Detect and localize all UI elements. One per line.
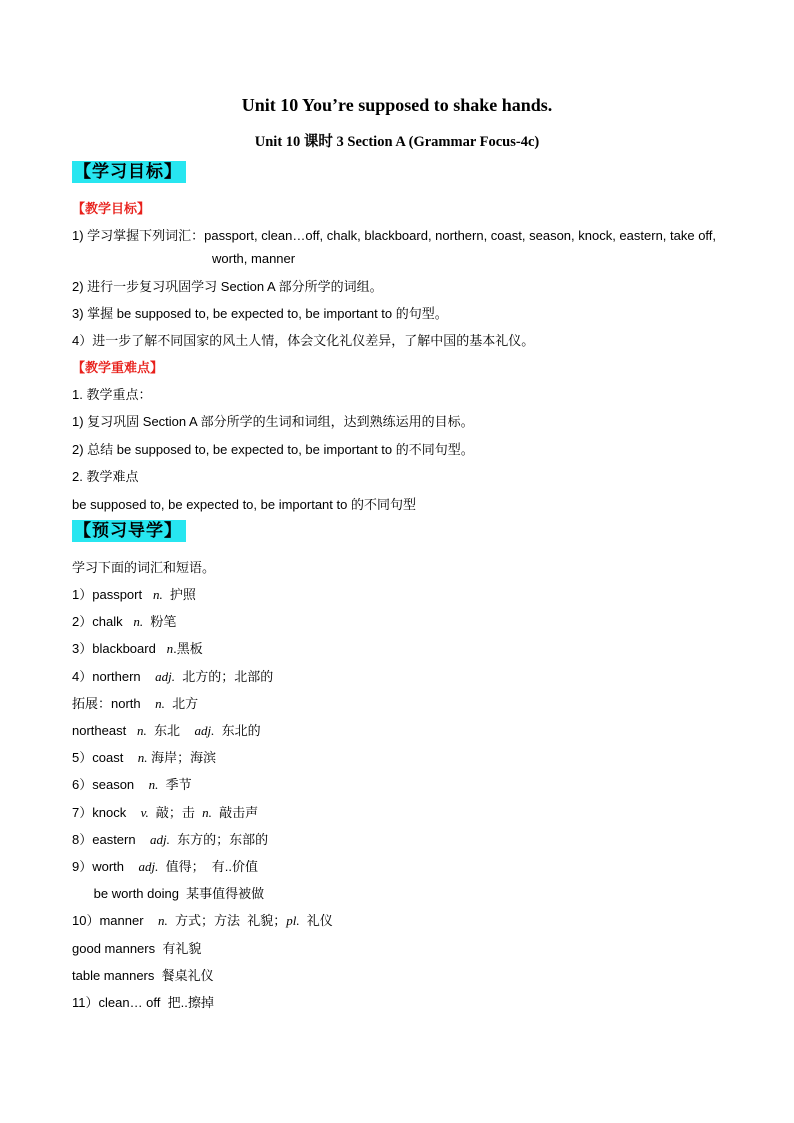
part-of-speech: n [166, 641, 174, 657]
vocab-item [72, 802, 258, 821]
vocab-text: 东北的 [214, 723, 261, 738]
vocab-intro: 学习下面的词汇和短语。 [72, 560, 216, 575]
part-of-speech: n. [202, 804, 212, 820]
vocab-item [72, 829, 268, 848]
vocab-item [72, 611, 176, 630]
part-of-speech: n. [133, 614, 144, 630]
vocab-item [72, 992, 214, 1011]
vocab-text: 2）chalk [72, 614, 134, 630]
vocab-text: 7）knock [72, 804, 141, 820]
vocab-text: 5）coast [72, 750, 138, 766]
part-of-speech: n. [155, 695, 165, 711]
part-of-speech: adj. [194, 723, 215, 738]
part-of-speech: n. [137, 723, 147, 738]
vocab-text: 8）eastern [72, 831, 151, 847]
part-of-speech: adj. [155, 668, 175, 684]
goal-line: 3) 掌握 be supposed to, be expected to, be important to 的句型。 [72, 306, 448, 321]
page-subtitle: Unit 10 课时 3 Section A (Grammar Focus-4c) [254, 134, 540, 150]
vocab-text: 1）passport [72, 587, 153, 602]
key-line: 2. 教学难点 [72, 469, 139, 484]
vocab-item [72, 965, 214, 984]
part-of-speech: v. [140, 804, 149, 820]
vocab-text: 东方的；东部的 [169, 831, 269, 847]
vocab-text: be worth doing 某事值得被做 [72, 886, 265, 902]
vocab-item [72, 910, 333, 929]
part-of-speech: n. [148, 777, 159, 793]
vocab-item [72, 883, 264, 902]
key-line: 1) 复习巩固 Section A 部分所学的生词和词组，达到熟练运用的目标。 [72, 414, 474, 429]
part-of-speech: n. [137, 750, 148, 766]
vocab-text: 北方的；北部的 [174, 668, 274, 684]
teaching-goals-heading: 【教学目标】 [72, 201, 151, 216]
vocab-item [72, 938, 201, 957]
key-line: 2) 总结 be supposed to, be expected to, be important to 的不同句型。 [72, 442, 474, 457]
vocab-text: 11）clean… off 把..擦掉 [72, 995, 214, 1010]
vocab-item [72, 693, 198, 712]
part-of-speech: n. [158, 913, 168, 929]
vocab-item [72, 720, 261, 739]
goal-line: 2) 进行一步复习巩固学习 Section A 部分所学的词组。 [72, 279, 383, 294]
goal-line: 1) 学习掌握下列词汇：passport, clean…off, chalk, blackboard, northern, coast, season, knock, eastern, take off, [72, 228, 717, 243]
vocab-item [72, 638, 203, 657]
part-of-speech: adj. [150, 831, 170, 847]
vocab-item [72, 584, 196, 603]
vocab-item [72, 856, 258, 875]
vocab-text: table manners 餐桌礼仪 [72, 967, 214, 983]
vocab-text: good manners 有礼貌 [72, 940, 202, 956]
part-of-speech: pl. [286, 913, 300, 929]
part-of-speech: n. [152, 587, 163, 602]
vocab-item [72, 747, 216, 766]
vocab-text: 粉笔 [143, 614, 177, 630]
vocab-text: 东北 [146, 723, 195, 738]
section-banner-learning-goals: 【学习目标】 [72, 161, 186, 183]
page-title: Unit 10 You’re supposed to shake hands. [241, 95, 553, 115]
key-points-heading: 【教学重难点】 [72, 360, 164, 375]
vocab-text: 礼仪 [299, 913, 333, 929]
vocab-text: 敲击声 [211, 804, 259, 820]
vocab-text: 值得； 有..价值 [158, 859, 259, 874]
vocab-text: 海岸；海滨 [147, 750, 217, 766]
goal-line-continuation: worth, manner [212, 251, 296, 266]
goal-line: 4）进一步了解不同国家的风土人情，体会文化礼仪差异，了解中国的基本礼仪。 [72, 333, 535, 348]
vocab-text: 10）manner [72, 913, 158, 929]
vocab-text: 6）season [72, 777, 149, 793]
vocab-text: 护照 [162, 587, 196, 602]
vocab-text: 敲；击 [148, 804, 203, 820]
vocab-item [72, 774, 192, 793]
vocab-text: 4）northern [72, 668, 156, 684]
vocab-text: 季节 [158, 777, 192, 793]
vocab-text: 3）blackboard [72, 641, 167, 657]
vocab-text: .黑板 [173, 641, 203, 657]
vocab-text: northeast [72, 723, 138, 738]
key-line: 1. 教学重点： [72, 387, 152, 402]
vocab-text: 方式；方法 礼貌； [167, 913, 287, 929]
vocab-text: 北方 [164, 695, 199, 711]
key-line: be supposed to, be expected to, be important to 的不同句型 [72, 497, 416, 512]
vocab-text: 拓展：north [72, 695, 156, 711]
part-of-speech: adj. [138, 859, 159, 874]
vocab-text: 9）worth [72, 859, 139, 874]
section-banner-preview: 【预习导学】 [72, 520, 186, 542]
vocab-item [72, 666, 273, 685]
